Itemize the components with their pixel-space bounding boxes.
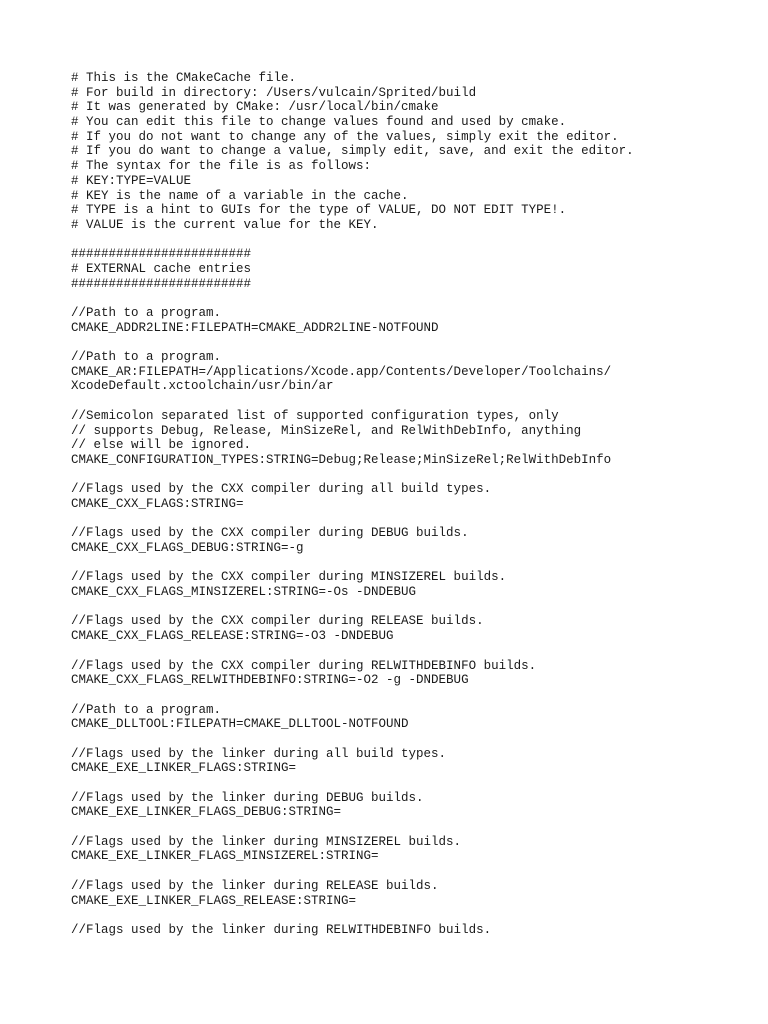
- cache-entry-line: CMAKE_AR:FILEPATH=/Applications/Xcode.app/Contents/Developer/Toolchains/: [71, 364, 612, 379]
- description-comment-line: //Flags used by the CXX compiler during RELWITHDEBINFO builds.: [71, 658, 537, 673]
- header-comment-line: # It was generated by CMake: /usr/local/bin/cmake: [71, 100, 439, 115]
- blank-line: [71, 394, 731, 409]
- cache-entry-line: CMAKE_CXX_FLAGS:STRING=: [71, 496, 244, 511]
- description-comment-line: //Flags used by the linker during MINSIZEREL builds.: [71, 834, 462, 849]
- cache-entry-line: CMAKE_CONFIGURATION_TYPES:STRING=Debug;Release;MinSizeRel;RelWithDebInfo: [71, 452, 612, 467]
- blank-line: [71, 776, 731, 791]
- description-comment-line: //Flags used by the CXX compiler during DEBUG builds.: [71, 526, 469, 541]
- cache-entry-line: CMAKE_CXX_FLAGS_MINSIZEREL:STRING=-Os -DNDEBUG: [71, 585, 417, 600]
- description-comment-line: //Semicolon separated list of supported configuration types, only: [71, 408, 559, 423]
- blank-line: [71, 233, 731, 248]
- header-comment-line: # KEY is the name of a variable in the cache.: [71, 188, 409, 203]
- description-comment-line: //Path to a program.: [71, 350, 222, 365]
- cache-entry-line: CMAKE_EXE_LINKER_FLAGS_MINSIZEREL:STRING=: [71, 849, 379, 864]
- cache-entry-line: CMAKE_DLLTOOL:FILEPATH=CMAKE_DLLTOOL-NOTFOUND: [71, 717, 409, 732]
- header-comment-line: # EXTERNAL cache entries: [71, 261, 252, 276]
- blank-line: [71, 600, 731, 615]
- description-comment-line: // supports Debug, Release, MinSizeRel, and RelWithDebInfo, anything: [71, 423, 582, 438]
- cache-entry-line: CMAKE_EXE_LINKER_FLAGS:STRING=: [71, 761, 297, 776]
- header-comment-line: ########################: [71, 247, 252, 262]
- blank-line: [71, 468, 731, 483]
- description-comment-line: //Flags used by the linker during DEBUG builds.: [71, 790, 424, 805]
- header-comment-line: # The syntax for the file is as follows:: [71, 159, 372, 174]
- blank-line: [71, 864, 731, 879]
- cache-entry-line: CMAKE_CXX_FLAGS_RELWITHDEBINFO:STRING=-O2 -g -DNDEBUG: [71, 673, 469, 688]
- blank-line: [71, 556, 731, 571]
- cache-entry-line: CMAKE_CXX_FLAGS_DEBUG:STRING=-g: [71, 541, 304, 555]
- cache-entry-line: CMAKE_CXX_FLAGS_RELEASE:STRING=-O3 -DNDEBUG: [71, 629, 394, 644]
- header-comment-line: ########################: [71, 276, 252, 291]
- blank-line: [71, 688, 731, 703]
- description-comment-line: //Flags used by the linker during RELEASE builds.: [71, 878, 439, 893]
- header-comment-line: # KEY:TYPE=VALUE: [71, 173, 192, 188]
- description-comment-line: //Flags used by the CXX compiler during RELEASE builds.: [71, 614, 484, 629]
- header-comment-line: # VALUE is the current value for the KEY.: [71, 217, 379, 232]
- blank-line: [71, 732, 731, 747]
- header-comment-line: # If you do want to change a value, simply edit, save, and exit the editor.: [71, 144, 634, 159]
- blank-line: [71, 908, 731, 923]
- description-comment-line: //Flags used by the linker during all build types.: [71, 746, 447, 761]
- header-comment-line: # This is the CMakeCache file.: [71, 71, 297, 85]
- cache-entry-line: CMAKE_EXE_LINKER_FLAGS_DEBUG:STRING=: [71, 805, 342, 820]
- cache-entry-line: CMAKE_ADDR2LINE:FILEPATH=CMAKE_ADDR2LINE-NOTFOUND: [71, 320, 439, 335]
- header-comment-line: # TYPE is a hint to GUIs for the type of VALUE, DO NOT EDIT TYPE!.: [71, 203, 567, 218]
- blank-line: [71, 291, 731, 306]
- description-comment-line: // else will be ignored.: [71, 438, 252, 453]
- description-comment-line: //Flags used by the CXX compiler during MINSIZEREL builds.: [71, 570, 507, 585]
- header-comment-line: # If you do not want to change any of the values, simply exit the editor.: [71, 129, 619, 144]
- description-comment-line: //Flags used by the CXX compiler during all build types.: [71, 482, 492, 497]
- blank-line: [71, 644, 731, 659]
- header-comment-line: # For build in directory: /Users/vulcain/Sprited/build: [71, 85, 477, 100]
- cache-entry-line: XcodeDefault.xctoolchain/usr/bin/ar: [71, 379, 334, 394]
- blank-line: [71, 820, 731, 835]
- cache-entry-line: CMAKE_EXE_LINKER_FLAGS_RELEASE:STRING=: [71, 893, 357, 908]
- cmake-cache-text: [71, 71, 731, 938]
- header-comment-line: # You can edit this file to change values found and used by cmake.: [71, 115, 567, 130]
- description-comment-line: //Flags used by the linker during RELWITHDEBINFO builds.: [71, 922, 492, 937]
- description-comment-line: //Path to a program.: [71, 306, 222, 320]
- description-comment-line: //Path to a program.: [71, 702, 222, 717]
- blank-line: [71, 335, 731, 350]
- blank-line: [71, 512, 731, 527]
